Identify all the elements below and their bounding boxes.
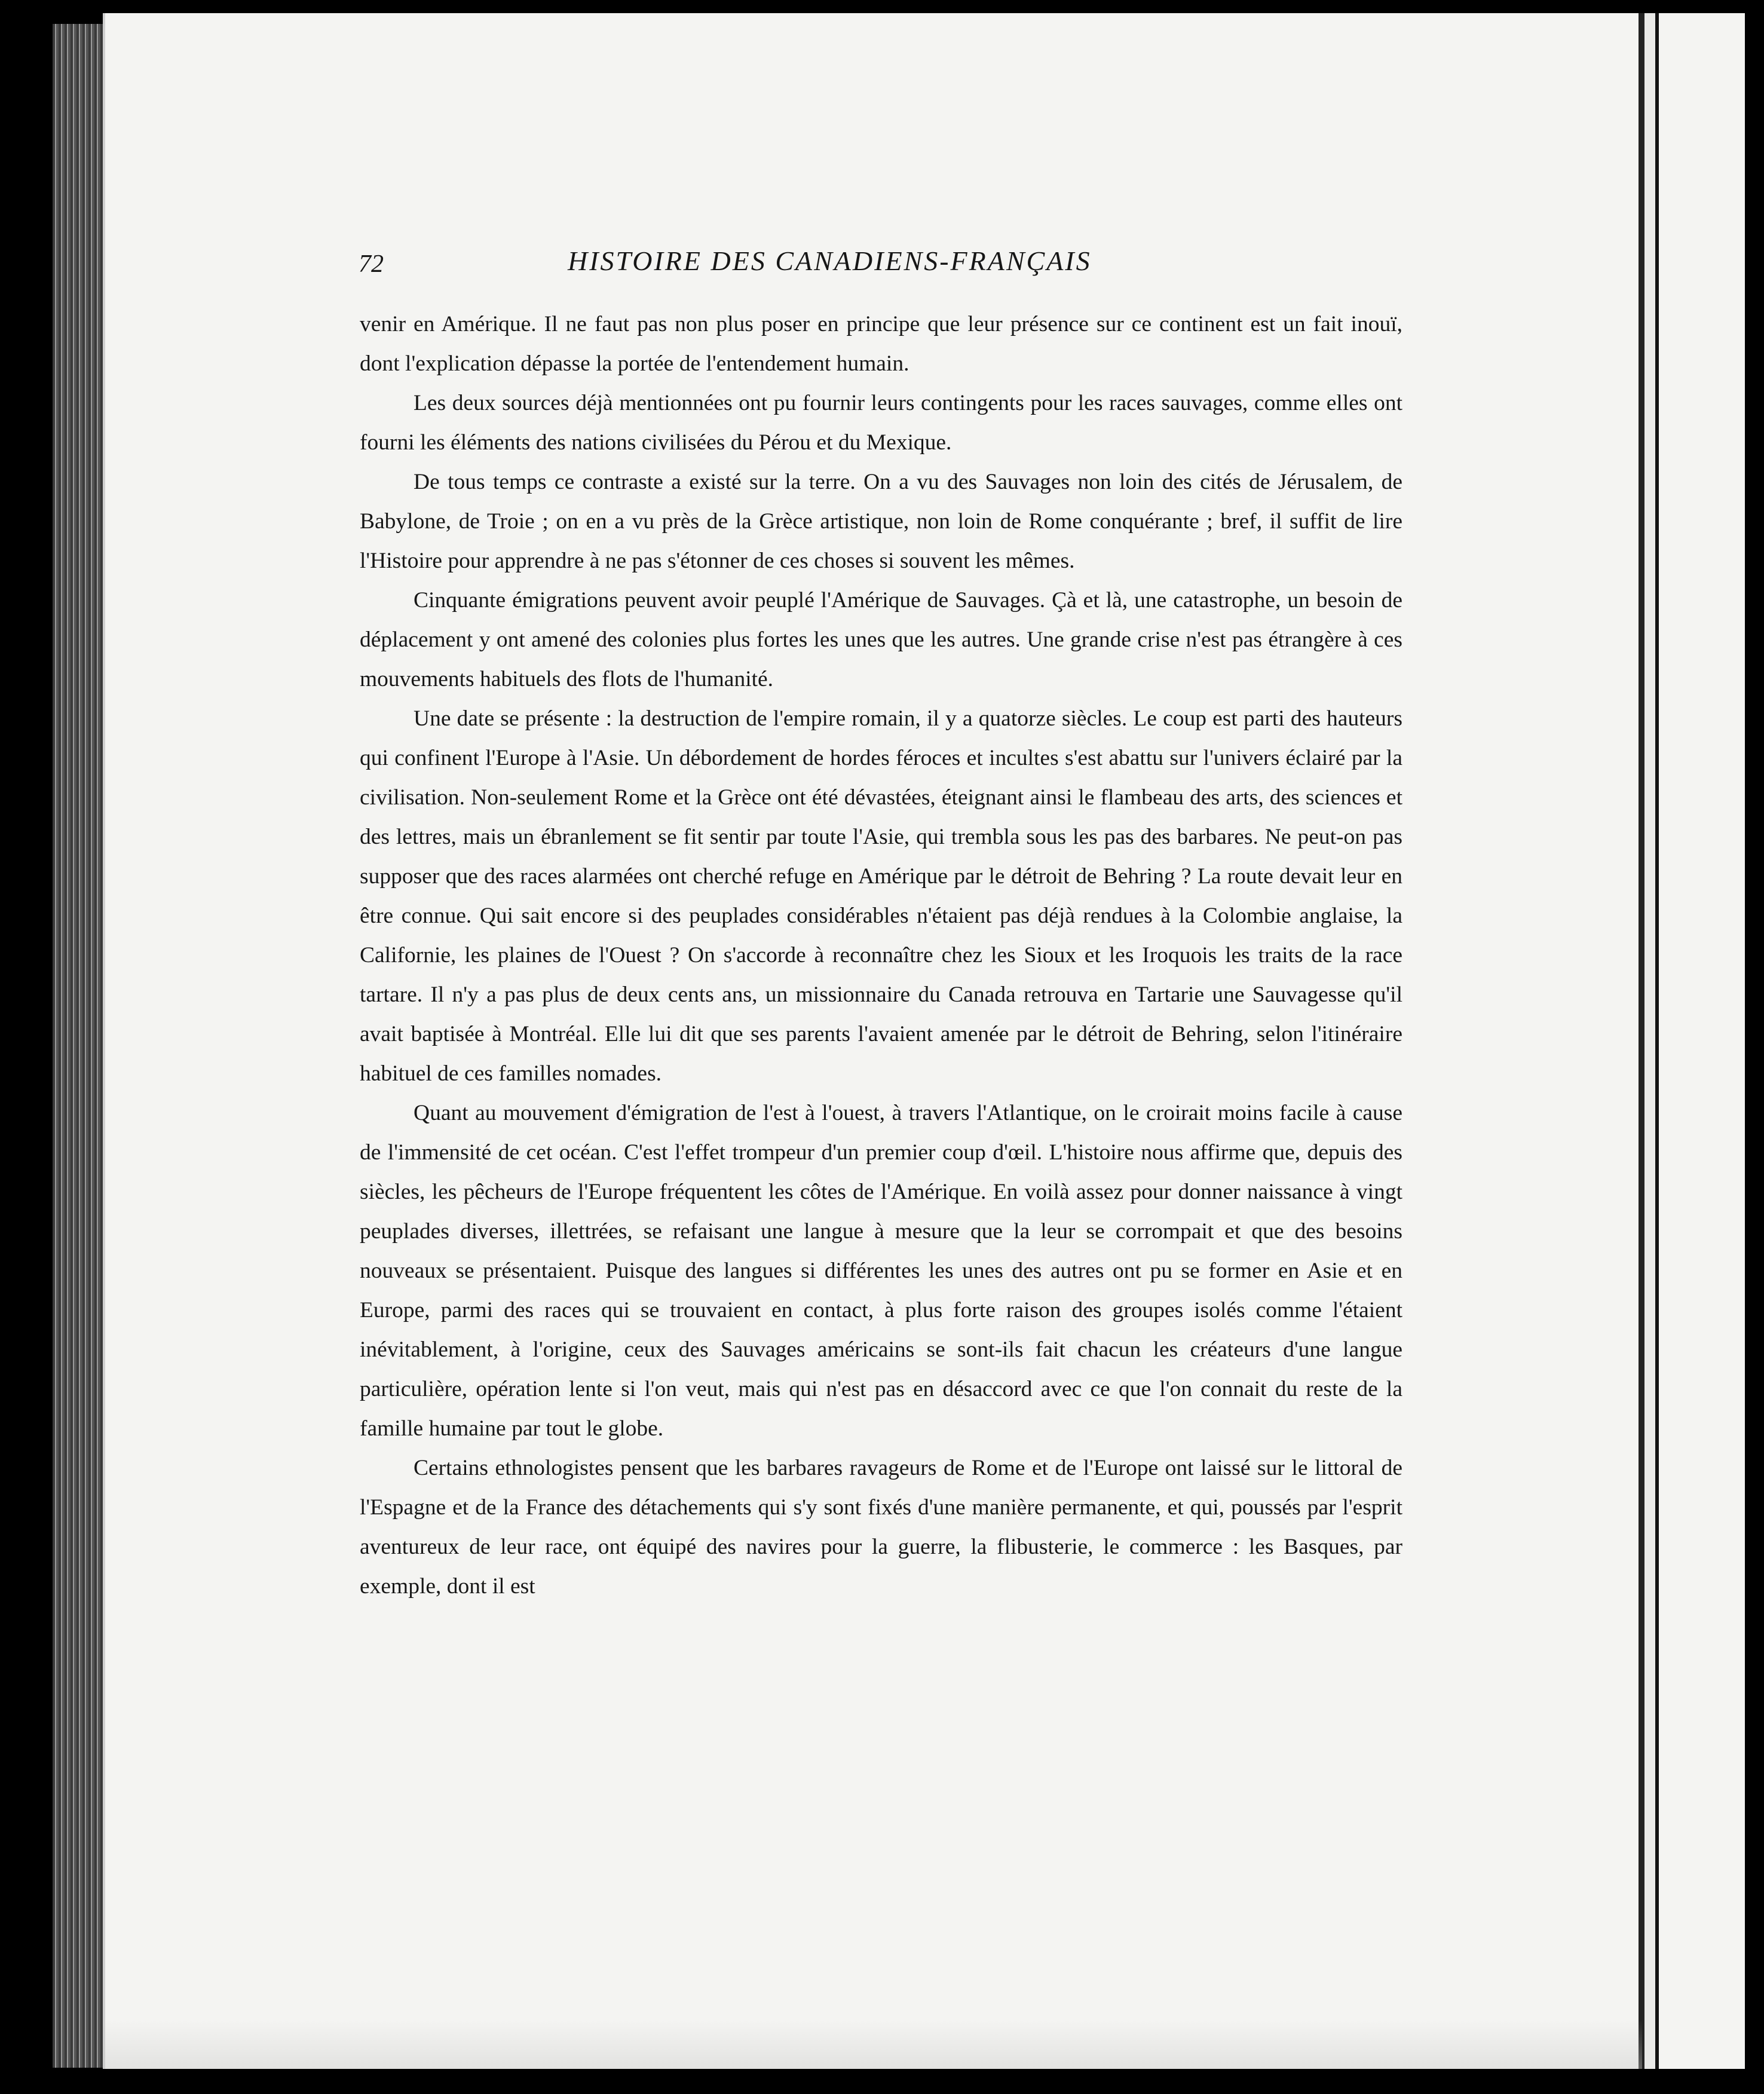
binding-strip bbox=[1644, 13, 1655, 2069]
stacked-page-edges bbox=[53, 24, 104, 2068]
paragraph: De tous temps ce contraste a existé sur la terre. On a vu des Sauvages non loin des cités de Jérusalem, de Babylone, de Troie ; on en a vu près de la Grèce artistique, non loin de Rome conquérante ; bref, il suffit de lire l'Histoire pour apprendre à ne pas s'étonner de ces choses si souvent les mêmes. bbox=[360, 470, 1402, 573]
page-header bbox=[359, 245, 1404, 287]
paragraph: Les deux sources déjà mentionnées ont pu fournir leurs contingents pour les races sauvages, comme elles ont fourni les éléments des nations civilisées du Pérou et du Mexique. bbox=[360, 391, 1402, 455]
paragraph-continuation: venir en Amérique. Il ne faut pas non plus poser en principe que leur présence sur ce continent est un fait inouï, dont l'explication dépasse la portée de l'entendement humain. bbox=[360, 312, 1402, 376]
body-text bbox=[360, 305, 1402, 1606]
paragraph: Une date se présente : la destruction de l'empire romain, il y a quatorze siècles. Le coup est parti des hauteurs qui confinent l'Europe à l'Asie. Un débordement de hordes féroces et incultes s'est abattu sur l'univers éclairé par la civilisation. Non-seulement Rome et la Grèce ont été dévastées, éteignant ainsi le flambeau des arts, des sciences et des lettres, mais un ébranlement se fit sentir par toute l'Asie, qui trembla sous les pas des barbares. Ne peut-on pas supposer que des races alarmées ont cherché refuge en Amérique par le détroit de Behring ? La route devait leur en être connue. Qui sait encore si des peuplades considérables n'étaient pas déjà rendues à la Colombie anglaise, la Californie, les plaines de l'Ouest ? On s'accorde à reconnaître chez les Sioux et les Iroquois les traits de la race tartare. Il n'y a pas plus de deux cents ans, un missionnaire du Canada retrouva en Tartarie une Sauvagesse qu'il avait baptisée à Montréal. Elle lui dit que ses parents l'avaient amenée par le détroit de Behring, selon l'itinéraire habituel de ces familles nomades. bbox=[360, 706, 1402, 1086]
gutter-shadow bbox=[1639, 13, 1644, 2069]
paragraph: Cinquante émigrations peuvent avoir peuplé l'Amérique de Sauvages. Çà et là, une catastrophe, un besoin de déplacement y ont amené des colonies plus fortes les unes que les autres. Une grande crise n'est pas étrangère à ces mouvements habituels des flots de l'humanité. bbox=[360, 588, 1402, 691]
running-title: HISTOIRE DES CANADIENS-FRANÇAIS bbox=[568, 246, 1092, 276]
paragraph: Certains ethnologistes pensent que les barbares ravageurs de Rome et de l'Europe ont laissé sur le littoral de l'Espagne et de la France des détachements qui s'y sont fixés d'une manière permanente, et qui, poussés par l'esprit aventureux de leur race, ont équipé des navires pour la guerre, la flibusterie, le commerce : les Basques, par exemple, dont il est bbox=[360, 1456, 1402, 1599]
page-number: 72 bbox=[359, 250, 384, 278]
facing-page-edge bbox=[1655, 13, 1745, 2069]
paragraph: Quant au mouvement d'émigration de l'est à l'ouest, à travers l'Atlantique, on le croirait moins facile à cause de l'immensité de cet océan. C'est l'effet trompeur d'un premier coup d'œil. L'histoire nous affirme que, depuis des siècles, les pêcheurs de l'Europe fréquentent les côtes de l'Amérique. En voilà assez pour donner naissance à vingt peuplades diverses, illettrées, se refaisant une langue à mesure que la leur se corrompait et que des besoins nouveaux se présentaient. Puisque des langues si différentes les unes des autres ont pu se former en Asie et en Europe, parmi des races qui se trouvaient en contact, à plus forte raison des groupes isolés comme l'étaient inévitablement, à l'origine, ceux des Sauvages américains se sont-ils fait chacun les créateurs d'une langue particulière, opération lente si l'on veut, mais qui n'est pas en désaccord avec ce que l'on connait du reste de la famille humaine par tout le globe. bbox=[360, 1101, 1402, 1441]
page-bottom-shadow bbox=[103, 2020, 1642, 2069]
